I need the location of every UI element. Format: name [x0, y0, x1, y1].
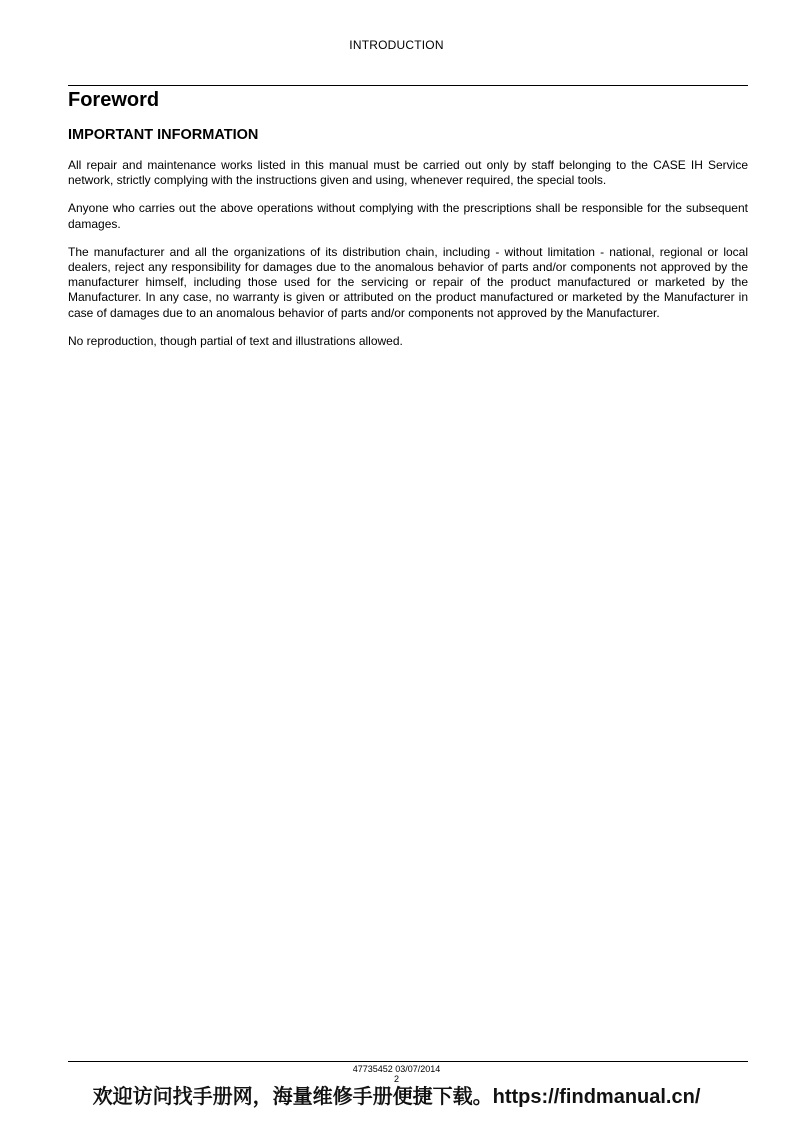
page-title: Foreword — [68, 89, 160, 111]
header-divider — [68, 85, 748, 86]
body-content — [68, 158, 748, 362]
site-watermark: 欢迎访问找手册网，海量维修手册便捷下载。https://findmanual.cn/ — [92, 1086, 701, 1108]
page-header: INTRODUCTION — [349, 38, 444, 52]
document-reference: 47735452 03/07/2014 — [352, 1064, 441, 1074]
page-number: 2 — [393, 1074, 399, 1084]
paragraph-reproduction: No reproduction, though partial of text and illustrations allowed. — [68, 333, 403, 348]
section-heading: IMPORTANT INFORMATION — [68, 127, 259, 143]
paragraph-disclaimer: The manufacturer and all the organizations of its distribution chain, including - without limitation - national, regional or local dealers, reject any responsibility for damages due to the anomalous behavior of parts and/or components not approved by the manufacturer himself, including those used for the servicing or repair of the product manufactured or marketed by the Manufacturer. In any case, no warranty is given or attributed on the product manufactured or marketed by the Manufacturer in case of damages due to an anomalous behavior of parts and/or components not approved by the Manufacturer. — [68, 244, 748, 320]
paragraph-repair-staff: All repair and maintenance works listed in this manual must be carried out only by staff belonging to the CASE IH Service network, strictly complying with the instructions given and using, whenever required, the special tools. — [68, 158, 748, 188]
footer-divider — [68, 1061, 748, 1062]
paragraph-responsibility: Anyone who carries out the above operations without complying with the prescriptions shall be responsible for the subsequent damages. — [68, 201, 748, 231]
